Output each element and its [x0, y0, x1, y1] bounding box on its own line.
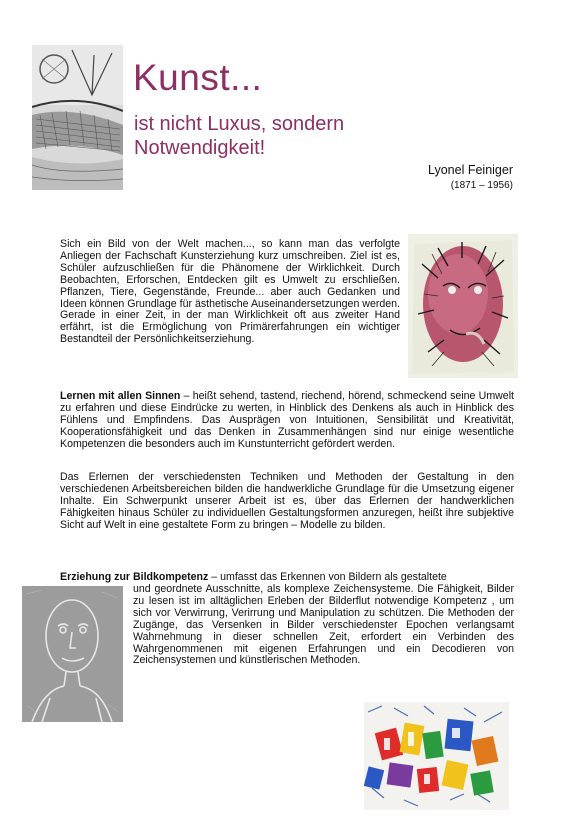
- subtitle-line-1: ist nicht Luxus, sondern: [134, 113, 345, 135]
- page-title: Kunst...: [133, 57, 263, 98]
- quote-author: Lyonel Feiniger: [427, 163, 513, 177]
- page-subtitle: [134, 112, 344, 160]
- paragraph-senses: [60, 391, 514, 451]
- paragraph-techniques: Das Erlernen der verschiedensten Techniken und Methoden der Gestaltung in den verschiedenen Arbeitsbereichen bilden die handwerkliche Grundlage für die Umsetzung eigener Inhalte. Ein Schwerpunkt unserer Arbeit ist es, über das Erlernen der handwerklichen Fähigkeiten hinaus Schüler zu individuellen Gestaltungsformen anzuregen, heißt ihre subjektive Sicht auf Welt in eine gestaltete Form zu bringen – Modelle zu bilden.: [60, 471, 514, 531]
- paragraph-intro: Sich ein Bild von der Welt machen..., so kann man das verfolgte Anliegen der Fachschaft Kunsterziehung kurz umschreiben. Ziel ist es, Schüler aufzuschließen für die Phänomene der Wirklichkeit. Durch Beobachten, Erforschen, Entdecken gilt es Umwelt zu erschließen. Pflanzen, Tiere, Gegenstände, Freunde... aber auch Gedanken und Ideen können Grundlage für ästhetische Auseinandersetzungen werden. Gerade in einer Zeit, in der man Wirklichkeit oft aus zweiter Hand erfährt, ist die Ermöglichung von Primärerfahrungen ein wichtiger Bestandteil der Persönlichkeitserziehung.: [60, 238, 400, 346]
- paragraph-image-competence-text: und geordnete Ausschnitte, als komplexe Zeichensysteme. Die Fähigkeit, Bilder zu lesen ist im alltäglichen Erleben der Bilderflut notwendige Kompetenz , um sich vor Verwirrung, Verirrung und Manipulation zu schützen. Die Methoden der Zugänge, das Versenken in Bilder verschiedenster Epochen verlangsamt Wahrnehmung in dieser schnellen Zeit, erfordert ein Verbinden des Wahrgenommenen mit eigenen Erfahrungen und ein Decodieren von Zeichensystemen und künstlerischen Methoden.: [133, 583, 514, 667]
- author-years: (1871 – 1956): [450, 180, 513, 191]
- letters-collage-image: [364, 702, 509, 810]
- paragraph-image-competence-lead: – umfasst das Erkennen von Bildern als gestaltete: [208, 571, 447, 583]
- paragraph-senses-heading: Lernen mit allen Sinnen: [60, 390, 181, 402]
- paragraph-image-competence-heading: Erziehung zur Bildkompetenz: [60, 571, 209, 583]
- grey-portrait-drawing-image: [22, 586, 123, 722]
- paragraph-senses-text: – heißt sehend, tastend, riechend, hörend, schmeckend seine Umwelt zu erfahren und diese Eindrücke zu werten, in Hinblick des Denkens als auch in Hinblick des Fühlens und Empfindens. Das Ausprägen von Intuitionen, Sensibilität und Kreativität, Kooperationsfähigkeit und das Denken in Zusammenhängen sind nur einige wesentliche Kompetenzen die besonders auch im Kunstunterricht gefördert werden.: [60, 390, 514, 450]
- subtitle-line-2: Notwendigkeit!: [134, 137, 266, 159]
- etching-artwork-image: [32, 45, 123, 190]
- red-face-painting-image: [408, 234, 518, 378]
